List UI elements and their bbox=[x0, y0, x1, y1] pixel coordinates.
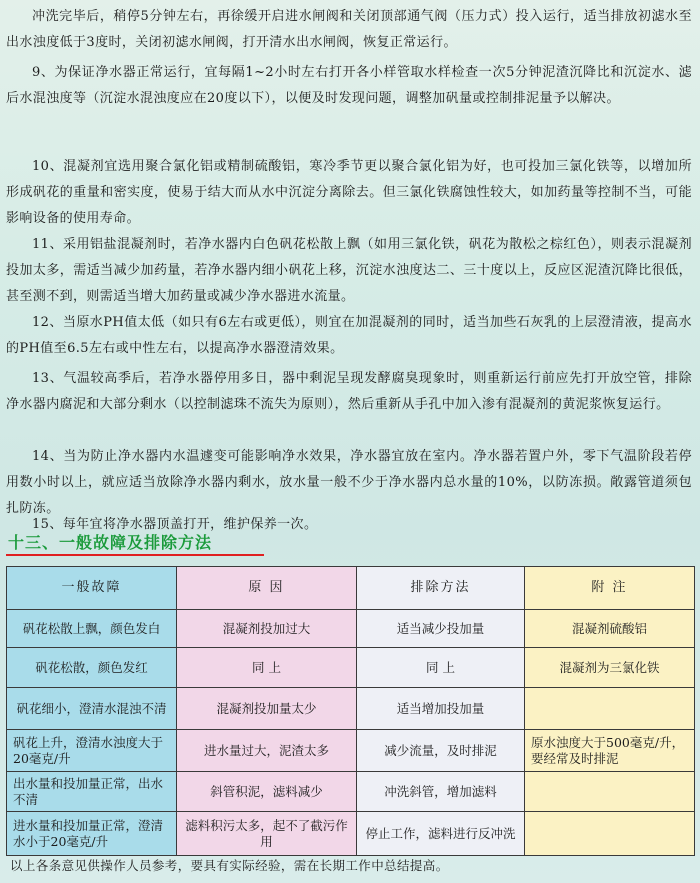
header-fault: 一般故障 bbox=[7, 567, 177, 610]
cell-fault: 矾花上升，澄清水浊度大于20毫克/升 bbox=[7, 730, 177, 772]
paragraph-10: 10、混凝剂宜选用聚合氯化铝或精制硫酸铝，寒冷季节更以聚合氯化铝为好，也可投加三氯化铁等，以增加所形成矾花的重量和密实度，使易于结大而从水中沉淀分离除去。但三氯化铁腐蚀性较大，如加药量等控制不当，可能影响设备的使用寿命。 bbox=[6, 159, 692, 226]
cell-fault: 出水量和投加量正常，出水不清 bbox=[7, 772, 177, 812]
cell-remedy: 适当减少投加量 bbox=[357, 610, 525, 648]
cell-remedy: 减少流量，及时排泥 bbox=[357, 730, 525, 772]
table-header-row bbox=[7, 567, 695, 610]
cell-note: 混凝剂为三氯化铁 bbox=[525, 648, 695, 688]
cell-cause: 同 上 bbox=[177, 648, 357, 688]
cell-fault: 矾花松散上飘，颜色发白 bbox=[7, 610, 177, 648]
paragraph-15: 15、每年宜将净水器顶盖打开，维护保养一次。 bbox=[32, 517, 318, 532]
table-row bbox=[7, 730, 695, 772]
paragraph-13: 13、气温较高季后，若净水器停用多日，器中剩泥呈现发酵腐臭现象时，则重新运行前应先打开放空管，排除净水器内腐泥和大部分剩水（以控制滤珠不流失为原则），然后重新从手孔中加入渗有混凝剂的黄泥浆恢复运行。 bbox=[6, 371, 692, 412]
footer-note: 以上各条意见供操作人员参考，要具有实际经验，需在长期工作中总结提高。 bbox=[10, 858, 449, 873]
section-title: 十三、一般故障及排除方法 bbox=[8, 533, 213, 552]
header-cause: 原 因 bbox=[177, 567, 357, 610]
table-row bbox=[7, 648, 695, 688]
paragraph-9: 9、为保证净水器正常运行，宜每隔1~2小时左右打开各小样管取水样检查一次5分钟泥渣沉降比和沉淀水、滤后水混浊度等（沉淀水混浊度应在20度以下），以便及时发现问题，调整加矾量或控制排泥量予以解决。 bbox=[6, 65, 692, 106]
table-row bbox=[7, 812, 695, 856]
cell-remedy: 冲洗斜管，增加滤料 bbox=[357, 772, 525, 812]
cell-cause: 混凝剂投加量太少 bbox=[177, 688, 357, 730]
header-note: 附 注 bbox=[525, 567, 695, 610]
cell-note: 混凝剂硫酸铝 bbox=[525, 610, 695, 648]
cell-cause: 斜管积泥，滤料减少 bbox=[177, 772, 357, 812]
table-row bbox=[7, 610, 695, 648]
cell-fault: 矾花细小，澄清水混浊不清 bbox=[7, 688, 177, 730]
title-underline bbox=[6, 554, 264, 556]
cell-cause: 进水量过大，泥渣太多 bbox=[177, 730, 357, 772]
cell-fault: 矾花松散，颜色发红 bbox=[7, 648, 177, 688]
cell-fault: 进水量和投加量正常，澄清水小于20毫克/升 bbox=[7, 812, 177, 856]
table-row bbox=[7, 688, 695, 730]
cell-remedy: 停止工作，滤料进行反冲洗 bbox=[357, 812, 525, 856]
table-row bbox=[7, 772, 695, 812]
cell-remedy: 适当增加投加量 bbox=[357, 688, 525, 730]
fault-table bbox=[6, 566, 695, 856]
cell-note bbox=[525, 812, 695, 856]
cell-note: 原水浊度大于500毫克/升，要经常及时排泥 bbox=[525, 730, 695, 772]
paragraph-11: 11、采用铝盐混凝剂时，若净水器内白色矾花松散上飘（如用三氯化铁，矾花为散松之棕红色），则表示混凝剂投加太多，需适当减少加药量，若净水器内细小矾花上移，沉淀水浊度达二、三十度以上，反应区泥渣沉降比很低，甚至测不到，则需适当增大加药量或减少净水器进水流量。 bbox=[6, 237, 692, 304]
paragraph-14: 14、当为防止净水器内水温遽变可能影响净水效果，净水器宜放在室内。净水器若置户外，零下气温阶段若停用数小时以上，就应适当放除净水器内剩水，放水量一般不少于净水器内总水量的10%，以防冻损。敞露管道须包扎防冻。 bbox=[6, 449, 692, 516]
cell-note bbox=[525, 772, 695, 812]
paragraph-12: 12、当原水PH值太低（如只有6左右或更低），则宜在加混凝剂的同时，适当加些石灰乳的上层澄清液，提高水的PH值至6.5左右或中性左右，以提高净水器澄清效果。 bbox=[6, 315, 692, 356]
cell-cause: 滤料积污太多，起不了截污作用 bbox=[177, 812, 357, 856]
cell-remedy: 同 上 bbox=[357, 648, 525, 688]
header-remedy: 排除方法 bbox=[357, 567, 525, 610]
paragraph-flush-complete: 冲洗完毕后，稍停5分钟左右，再徐缓开启进水闸阀和关闭顶部通气阀（压力式）投入运行，适当排放初滤水至出水浊度低于3度时，关闭初滤水闸阀，打开清水出水闸阀，恢复正常运行。 bbox=[6, 9, 692, 50]
cell-note bbox=[525, 688, 695, 730]
cell-cause: 混凝剂投加过大 bbox=[177, 610, 357, 648]
